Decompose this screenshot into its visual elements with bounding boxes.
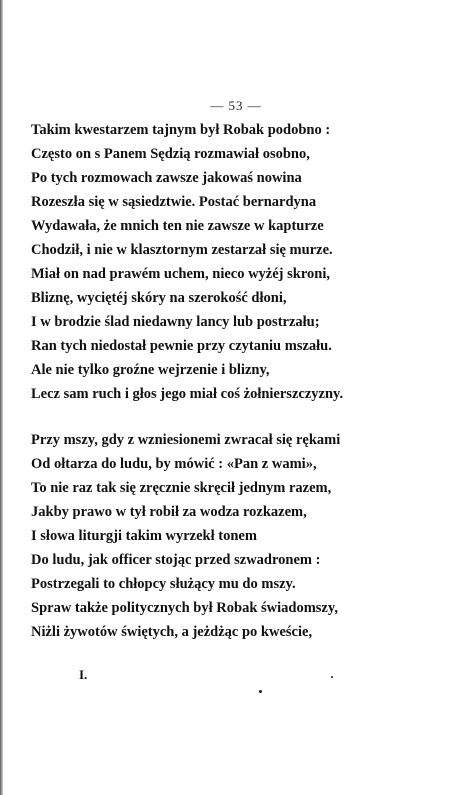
verse-line: Chodził, i nie w klasztornym zestarzał się murze. bbox=[31, 242, 333, 258]
verse-line: Do ludu, jak officer stojąc przed szwadronem : bbox=[31, 552, 321, 568]
verse-line: Ran tych niedostał pewnie przy czytaniu mszału. bbox=[31, 338, 332, 354]
poem-text bbox=[31, 118, 451, 644]
verse-line: Przy mszy, gdy z wzniesionemi zwracał się rękami bbox=[31, 432, 341, 448]
verse-line: Ale nie tylko groźne wejrzenie i blizny, bbox=[31, 362, 270, 378]
verse-line: Często on s Panem Sędzią rozmawiał osobno, bbox=[31, 146, 310, 162]
scan-edge bbox=[0, 0, 3, 795]
verse-line: Niżli żywotów świętych, a jeżdżąc po kweście, bbox=[31, 624, 313, 640]
verse-line: I w brodzie ślad niedawny lancy lub postrzału; bbox=[31, 314, 320, 330]
verse-line: Od ołtarza do ludu, by mówić : «Pan z wami», bbox=[31, 456, 317, 472]
verse-line: Takim kwestarzem tajnym był Robak podobno : bbox=[31, 122, 331, 138]
verse-line: I słowa liturgji takim wyrzekł tonem bbox=[31, 528, 257, 544]
verse-line: Lecz sam ruch i głos jego miał coś żołnierszczyzny. bbox=[31, 386, 344, 402]
verse-line: Wydawała, że mnich ten nie zawsze w kapturze bbox=[31, 218, 324, 234]
verse-line: To nie raz tak się zręcznie skręcił jednym razem, bbox=[31, 480, 332, 496]
verse-line: Rozeszła się w sąsiedztwie. Postać bernardyna bbox=[31, 194, 317, 210]
signature-mark: I. bbox=[79, 667, 88, 682]
verse-line: Postrzegali to chłopcy służący mu do mszy. bbox=[31, 576, 296, 592]
stanza-2 bbox=[31, 428, 451, 644]
verse-line: Spraw także politycznych był Robak świadomszy, bbox=[31, 600, 338, 616]
verse-line: Bliznę, wyciętéj skóry na szerokość dłoni, bbox=[31, 290, 287, 306]
stanza-1 bbox=[31, 118, 451, 406]
ink-speck bbox=[331, 676, 333, 678]
verse-line: Jakby prawo w tył robił za wodza rozkazem, bbox=[31, 504, 307, 520]
page-number: — 53 — bbox=[210, 98, 262, 113]
ink-speck bbox=[259, 690, 262, 693]
verse-line: Po tych rozmowach zawsze jakowaś nowina bbox=[31, 170, 302, 186]
verse-line: Miał on nad prawém uchem, nieco wyżéj skroni, bbox=[31, 266, 330, 282]
